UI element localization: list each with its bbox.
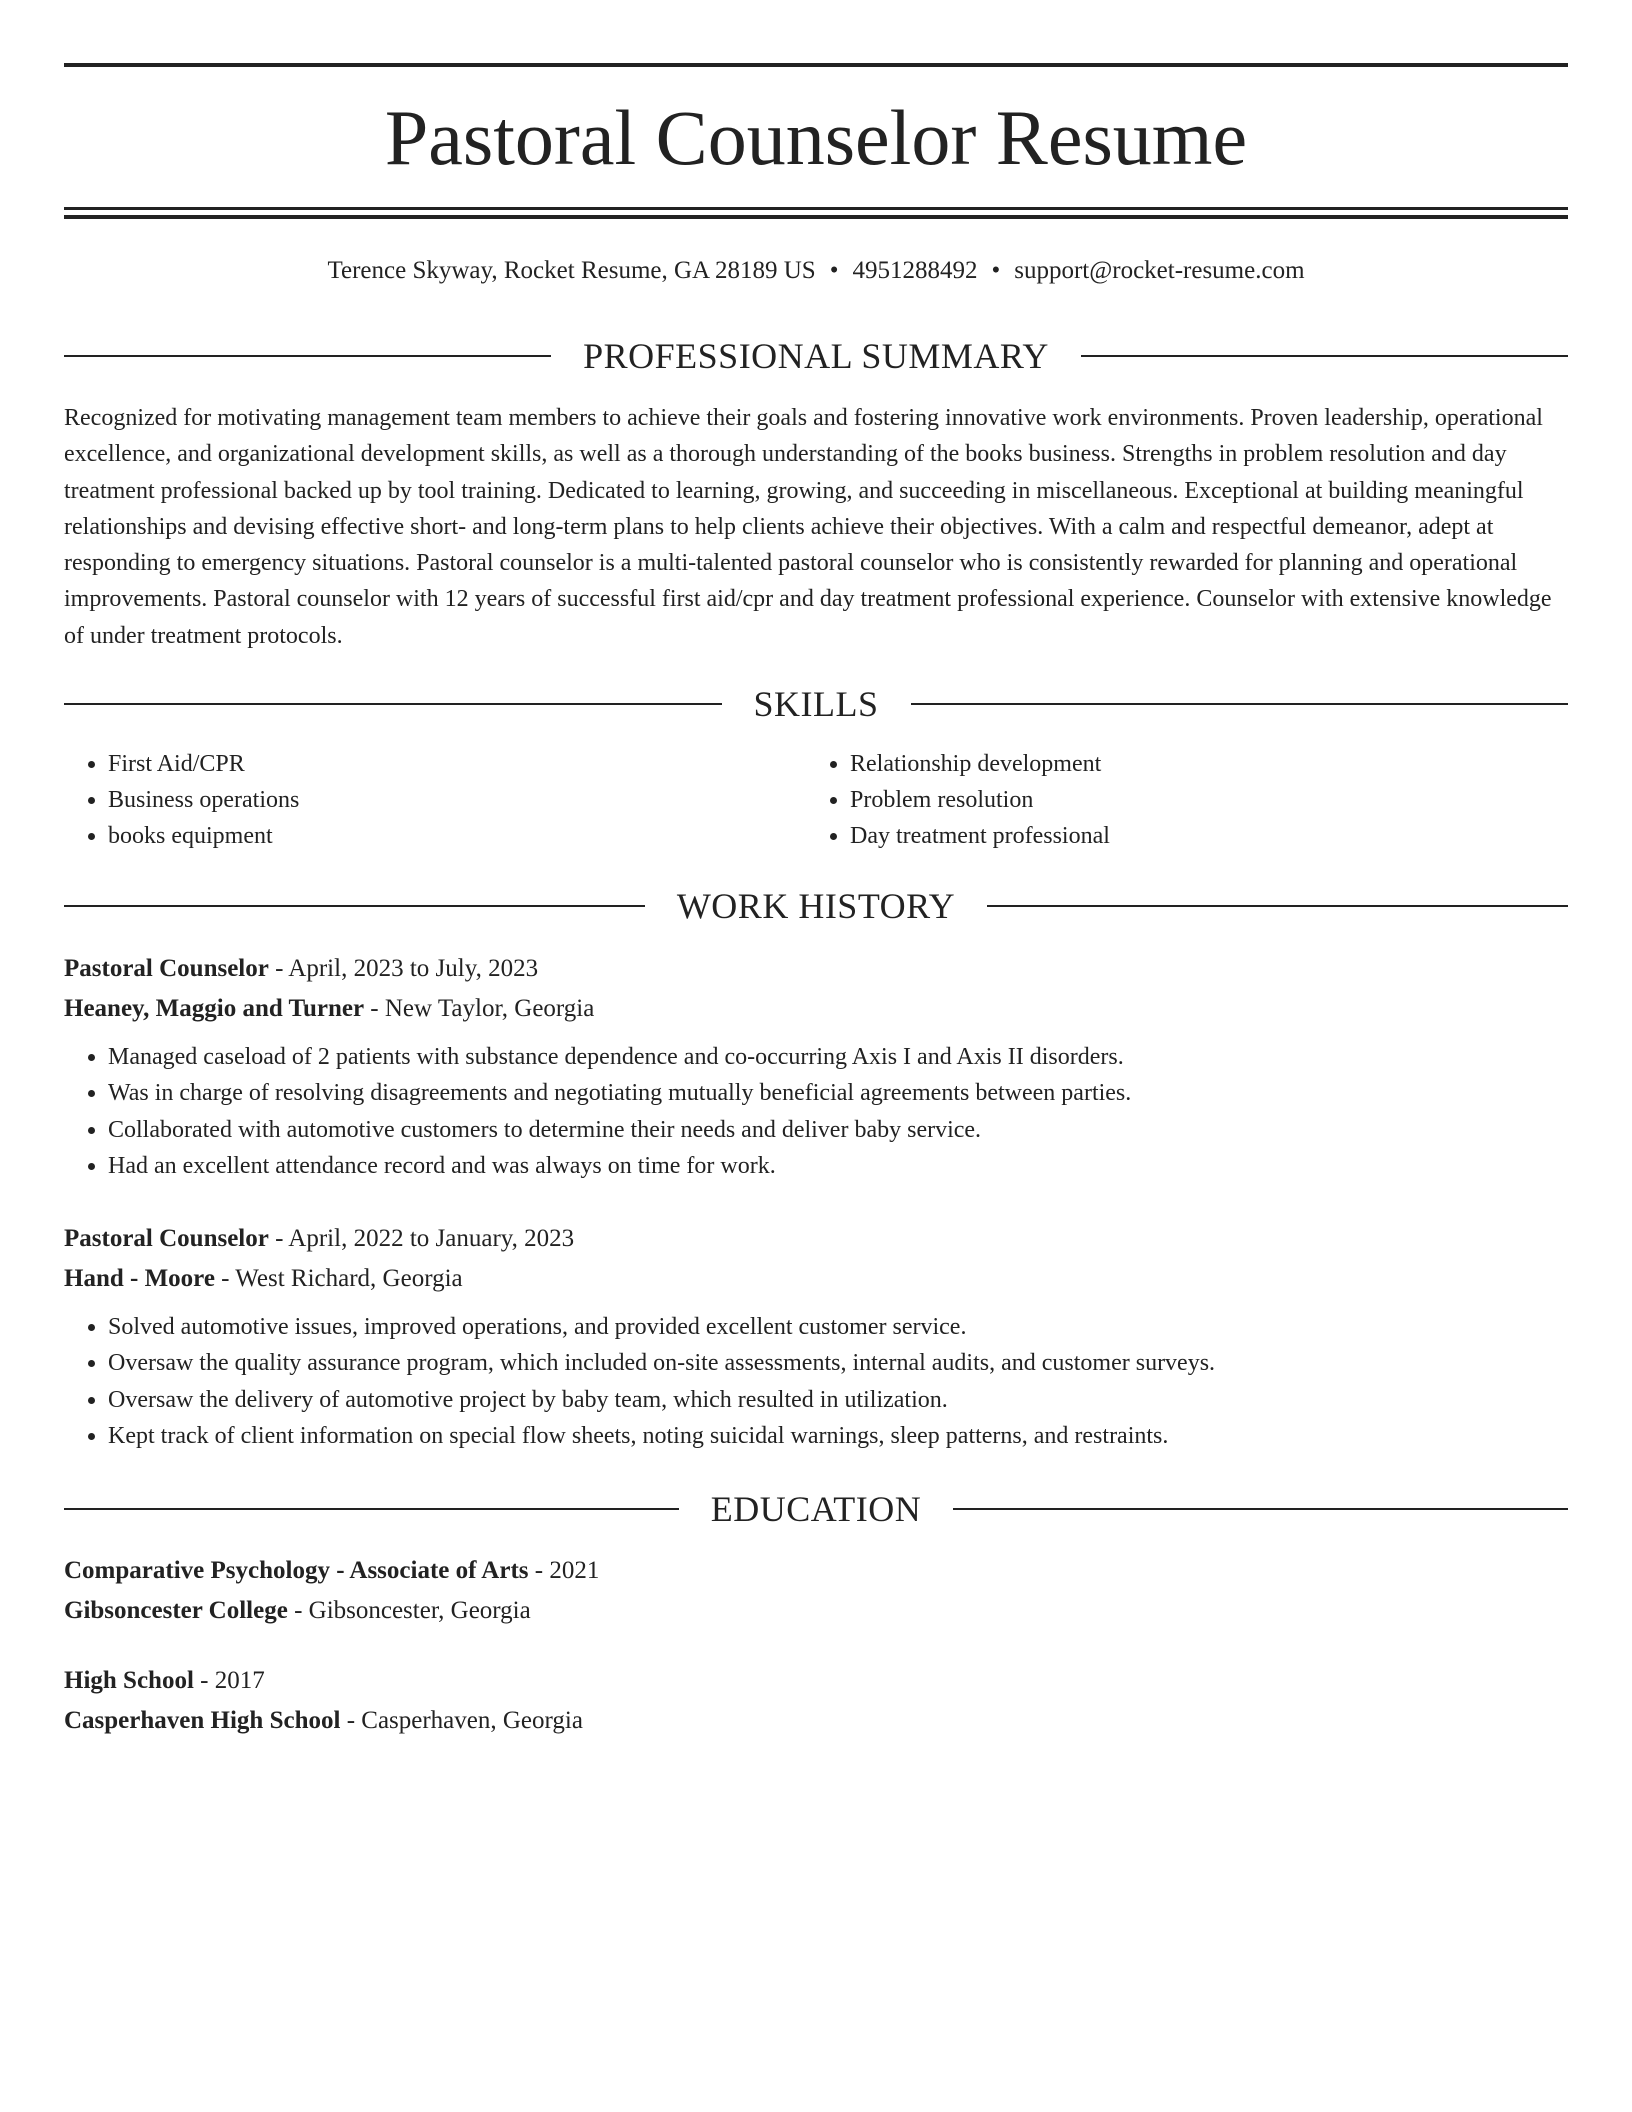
education-school-line [64, 1701, 1568, 1741]
education-entry [64, 1661, 1568, 1741]
job-bullet: • Oversaw the quality assurance program, which included on-site assessments, internal audits, and customer surveys. [108, 1345, 1568, 1381]
heading-rule [987, 905, 1568, 907]
job-title-line [64, 1219, 1568, 1259]
resume-title: Pastoral Counselor Resume [384, 94, 1248, 181]
job-title: Pastoral Counselor [64, 1225, 269, 1252]
skill-item: • Problem resolution [850, 782, 1548, 818]
job-bullet: • Kept track of client information on special flow sheets, noting suicidal warnings, sleep patterns, and restraints. [108, 1418, 1568, 1454]
education-location: - Casperhaven, Georgia [340, 1707, 583, 1734]
education-school: Casperhaven High School [64, 1707, 341, 1734]
education-location: - Gibsoncester, Georgia [287, 1597, 531, 1624]
job-bullet: • Solved automotive issues, improved operations, and provided excellent customer service. [108, 1309, 1568, 1345]
section-heading-education [64, 1487, 1568, 1531]
skills-column-right [806, 746, 1548, 854]
summary-text: Recognized for motivating management team members to achieve their goals and fostering innovative work environments. Proven leadership, operational excellence, and organizational development skills, as well as a thorough understanding of the books business. Strengths in problem resolution and day treatment professional backed up by tool training. Dedicated to learning, growing, and succeeding in miscellaneous. Exceptional at building meaningful relationships and devising effective short- and long-term plans to help clients achieve their objectives. With a calm and respectful demeanor, adept at responding to emergency situations. Pastoral counselor is a multi-talented pastoral counselor who is consistently rewarded for planning and operational improvements. Pastoral counselor with 12 years of successful first aid/cpr and day treatment professional experience. Counselor with extensive knowledge of under treatment protocols. [64, 405, 1552, 649]
heading-rule [953, 1508, 1568, 1510]
contact-separator: • [991, 257, 1001, 284]
job-bullet: • Managed caseload of 2 patients with substance dependence and co-occurring Axis I and Axis II disorders. [108, 1039, 1568, 1075]
section-heading-summary [64, 334, 1568, 378]
education-degree: Comparative Psychology - Associate of Arts [64, 1557, 529, 1584]
job-bullet: • Collaborated with automotive customers to determine their needs and deliver baby service. [108, 1112, 1568, 1148]
job-company-line [64, 989, 1568, 1029]
education-degree-line [64, 1661, 1568, 1701]
heading-rule [911, 703, 1569, 705]
contact-email: support@rocket-resume.com [1014, 257, 1305, 284]
education-year: - 2021 [528, 1557, 600, 1584]
job-company-line [64, 1259, 1568, 1299]
skill-item: • books equipment [108, 818, 806, 854]
skill-item: • Relationship development [850, 746, 1548, 782]
education-school: Gibsoncester College [64, 1597, 288, 1624]
section-heading-skills [64, 682, 1568, 726]
section-heading-label: PROFESSIONAL SUMMARY [583, 336, 1049, 376]
top-rule [64, 63, 1568, 67]
job-location: - West Richard, Georgia [214, 1265, 463, 1292]
job-dates: - April, 2022 to January, 2023 [268, 1225, 575, 1252]
skills-list [64, 746, 1568, 854]
skill-item: • Business operations [108, 782, 806, 818]
contact-line [64, 253, 1568, 289]
section-heading-work [64, 884, 1568, 928]
contact-phone: 4951288492 [852, 257, 978, 284]
education-degree-line [64, 1551, 1568, 1591]
job-company: Hand - Moore [64, 1265, 215, 1292]
job-title: Pastoral Counselor [64, 955, 269, 982]
skill-item: • Day treatment professional [850, 818, 1548, 854]
job-bullets [64, 1309, 1568, 1454]
education-entry [64, 1551, 1568, 1631]
section-heading-label: WORK HISTORY [676, 886, 956, 926]
skills-column-left [64, 746, 806, 854]
heading-rule [64, 355, 551, 357]
job-bullet: • Had an excellent attendance record and was always on time for work. [108, 1148, 1568, 1184]
title-rule-lower [64, 215, 1568, 219]
job-title-line [64, 949, 1568, 989]
job-location: - New Taylor, Georgia [364, 995, 595, 1022]
job-company: Heaney, Maggio and Turner [64, 995, 365, 1022]
job-entry [64, 1219, 1568, 1454]
skill-item: • First Aid/CPR [108, 746, 806, 782]
heading-rule [1081, 355, 1568, 357]
job-bullet: • Oversaw the delivery of automotive project by baby team, which resulted in utilization. [108, 1382, 1568, 1418]
education-school-line [64, 1591, 1568, 1631]
job-bullets [64, 1039, 1568, 1184]
heading-rule [64, 905, 645, 907]
education-degree: High School [64, 1667, 194, 1694]
title-rule-upper [64, 207, 1568, 210]
heading-rule [64, 1508, 679, 1510]
section-heading-label: EDUCATION [710, 1489, 922, 1529]
contact-separator: • [829, 257, 839, 284]
section-heading-label: SKILLS [753, 684, 879, 724]
job-dates: - April, 2023 to July, 2023 [268, 955, 539, 982]
education-year: - 2017 [193, 1667, 265, 1694]
contact-address: Terence Skyway, Rocket Resume, GA 28189 US [327, 257, 816, 284]
job-bullet: • Was in charge of resolving disagreements and negotiating mutually beneficial agreements between parties. [108, 1075, 1568, 1111]
heading-rule [64, 703, 722, 705]
job-entry [64, 949, 1568, 1184]
